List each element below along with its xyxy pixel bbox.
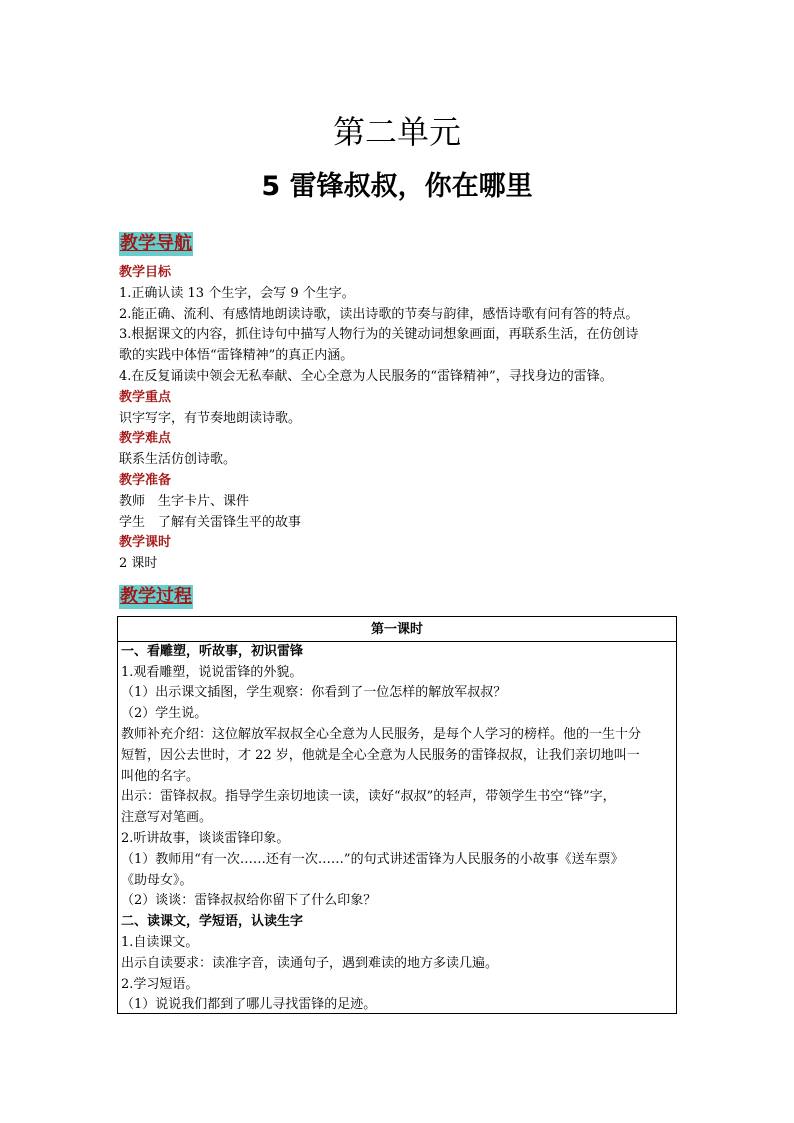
objectives-heading: 教学目标 [119,265,172,280]
objective-line: 1.正确认读 13 个生字，会写 9 个生字。 [119,285,355,301]
preparation-teacher: 教师 生字卡片、课件 [119,493,250,509]
period-title: 第一课时 [370,622,423,637]
hours-heading: 教学课时 [119,535,172,551]
objective-line: 歌的实践中体悟“雷锋精神”的真正内涵。 [119,348,354,364]
teaching-guide [119,263,679,575]
process-line: 2.学习短语。 [121,976,199,992]
hours-text: 2 课时 [119,556,158,572]
step-heading: 二、读课文，学短语，认读生字 [121,914,304,930]
objective-line: 4.在反复诵读中领会无私奉献、全心全意为人民服务的“雷锋精神”，寻找身边的雷锋。 [119,368,613,384]
section-label-process: 教学过程 [120,586,192,607]
preparation-heading: 教学准备 [119,472,172,488]
process-line: 1.观看雕塑，说说雷锋的外貌。 [121,664,303,680]
process-line: 《助母女》。 [121,872,193,888]
lesson-title: 5 雷锋叔叔，你在哪里 [261,171,533,202]
process-line: 注意写对笔画。 [121,810,213,826]
process-line: （2）学生说。 [121,706,208,722]
unit-title: 第二单元 [332,113,461,151]
section-label-guide: 教学导航 [120,233,192,254]
difficulty-heading: 教学难点 [119,431,172,447]
process-line: 叫他的名字。 [121,768,200,784]
objective-line: 3.根据课文的内容，抓住诗句中描写人物行为的关键动词想象画面，再联系生活，在仿创诗 [119,327,639,343]
process-line: （1）出示课文插图，学生观察：你看到了一位怎样的解放军叔叔？ [121,685,507,701]
focus-text: 识字写字，有节奏地朗读诗歌。 [119,410,302,426]
process-line: 出示：雷锋叔叔。指导学生亲切地读一读，读好“叔叔”的轻声，带领学生书空“锋”字， [121,789,616,805]
process-line: 1.自读课文。 [121,934,199,950]
process-line: 出示自读要求：读准字音，读通句子，遇到难读的地方多读几遍。 [121,955,499,971]
process-line: 短暂，因公去世时，才 22 岁，他就是全心全意为人民服务的雷锋叔叔，让我们亲切地叫一 [121,747,640,763]
process-line: （1）教师用“有一次……还有一次……”的句式讲述雷锋为人民服务的小故事《送车票》 [121,851,624,867]
process-line: （1）说说我们都到了哪儿寻找雷锋的足迹。 [121,997,377,1013]
difficulty-text: 联系生活仿创诗歌。 [119,452,237,468]
process-line: 2.听讲故事，谈谈雷锋印象。 [121,830,290,846]
process-table [117,616,677,1014]
step-heading: 一、看雕塑，听故事，初识雷锋 [121,643,304,659]
objective-line: 2.能正确、流利、有感情地朗读诗歌，读出诗歌的节奏与韵律，感悟诗歌有问有答的特点。 [119,306,639,322]
process-line: （2）谈谈：雷锋叔叔给你留下了什么印象？ [121,893,377,909]
focus-heading: 教学重点 [119,389,172,405]
process-line: 教师补充介绍：这位解放军叔叔全心全意为人民服务，是每个人学习的榜样。他的一生十分 [121,726,642,742]
preparation-student: 学生 了解有关雷锋生平的故事 [119,514,302,530]
